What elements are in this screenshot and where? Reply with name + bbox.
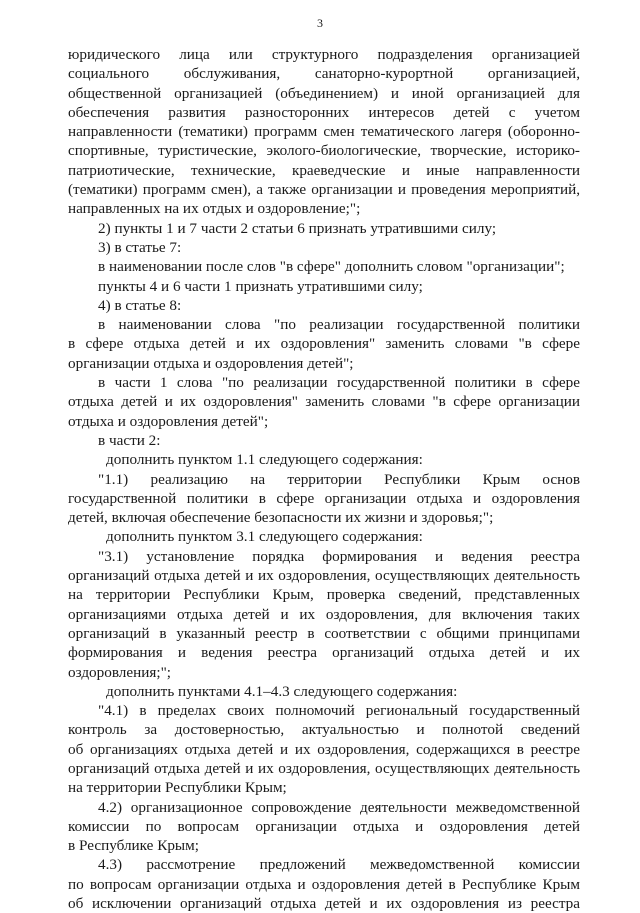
page-number: 3 (317, 16, 323, 30)
text-line: по вопросам организации отдыха и оздоровления детей в Республике Крым (68, 875, 580, 893)
text-line: детей, включая обеспечение безопасности их жизни и здоровья;"; (68, 509, 494, 527)
text-line: контроль за достоверностью, актуальностью и полнотой сведений (68, 721, 580, 739)
text-line: организаций в указанный реестр в соответствии с общими принципами (68, 624, 580, 642)
text-line: 4) в статье 8: (98, 296, 182, 314)
text-line: направленности (тематики) программ смен тематического лагеря (оборонно- (68, 123, 580, 141)
text-line: социального обслуживания, санаторно-курортной организацией, (68, 65, 580, 83)
text-line: пункты 4 и 6 части 1 признать утратившими силу; (98, 277, 423, 295)
text-line: дополнить пунктом 1.1 следующего содержания: (106, 451, 423, 469)
text-line: организаций отдыха детей и их оздоровления, осуществляющих деятельность (68, 567, 580, 585)
text-line: патриотические, технические, краеведческие и иные направленности (68, 161, 580, 179)
text-line: в Республике Крым; (68, 837, 199, 855)
text-line: направленных на их отдых и оздоровление;"; (68, 200, 361, 218)
text-line: 2) пункты 1 и 7 части 2 статьи 6 признать утратившими силу; (98, 219, 497, 237)
text-line: "3.1) установление порядка формирования и ведения реестра (98, 547, 580, 565)
text-line: в наименовании слова "по реализации государственной политики (98, 316, 580, 334)
document-body (68, 45, 580, 913)
text-line: об организациях отдыха детей и их оздоровления, содержащихся в реестре (68, 740, 580, 758)
text-line: об исключении организаций отдыха детей и их оздоровления из реестра (68, 895, 580, 913)
text-line: в части 2: (98, 431, 161, 449)
text-line: в сфере отдыха детей и их оздоровления" заменить словами "в сфере (68, 335, 580, 353)
text-line: дополнить пунктами 4.1–4.3 следующего содержания: (106, 682, 458, 700)
text-line: обеспечения развития разносторонних интересов детей с учетом (68, 103, 580, 121)
text-line: формирования и ведения реестра организаций отдыха детей и их (68, 644, 580, 662)
text-line: дополнить пунктом 3.1 следующего содержания: (106, 528, 423, 546)
text-line: организаций отдыха детей и их оздоровления, осуществляющих деятельность (68, 759, 580, 777)
text-line: общественной организацией (объединением) и иной организацией для (68, 84, 580, 102)
text-line: оздоровления;"; (68, 663, 171, 681)
text-line: государственной политики в сфере организации отдыха и оздоровления (68, 489, 580, 507)
text-line: отдыха детей и их оздоровления" заменить словами "в сфере организации (68, 393, 580, 411)
text-line: в наименовании после слов "в сфере" дополнить словом "организации"; (98, 258, 565, 276)
text-line: 4.2) организационное сопровождение деятельности межведомственной (98, 798, 580, 816)
text-line: организации отдыха и оздоровления детей"; (68, 354, 354, 372)
text-line: 3) в статье 7: (98, 238, 182, 256)
text-line: (тематики) программ смен), а также организации и проведения мероприятий, (68, 181, 580, 199)
text-line: комиссии по вопросам организации отдыха и оздоровления детей (68, 817, 580, 835)
text-line: отдыха и оздоровления детей"; (68, 412, 269, 430)
text-line: организациями отдыха детей и их оздоровления, для включения таких (68, 605, 580, 623)
text-line: на территории Республики Крым, проверка сведений, представленных (68, 586, 580, 604)
text-line: в части 1 слова "по реализации государственной политики в сфере (98, 374, 580, 392)
text-line: "1.1) реализацию на территории Республики Крым основ (98, 470, 580, 488)
text-line: "4.1) в пределах своих полномочий региональный государственный (98, 702, 580, 720)
text-line: на территории Республики Крым; (68, 779, 287, 797)
text-line: юридического лица или структурного подразделения организацией (68, 46, 580, 63)
text-line: 4.3) рассмотрение предложений межведомственной комиссии (98, 856, 580, 874)
text-line: спортивные, туристические, эколого-биологические, творческие, историко- (68, 142, 580, 160)
